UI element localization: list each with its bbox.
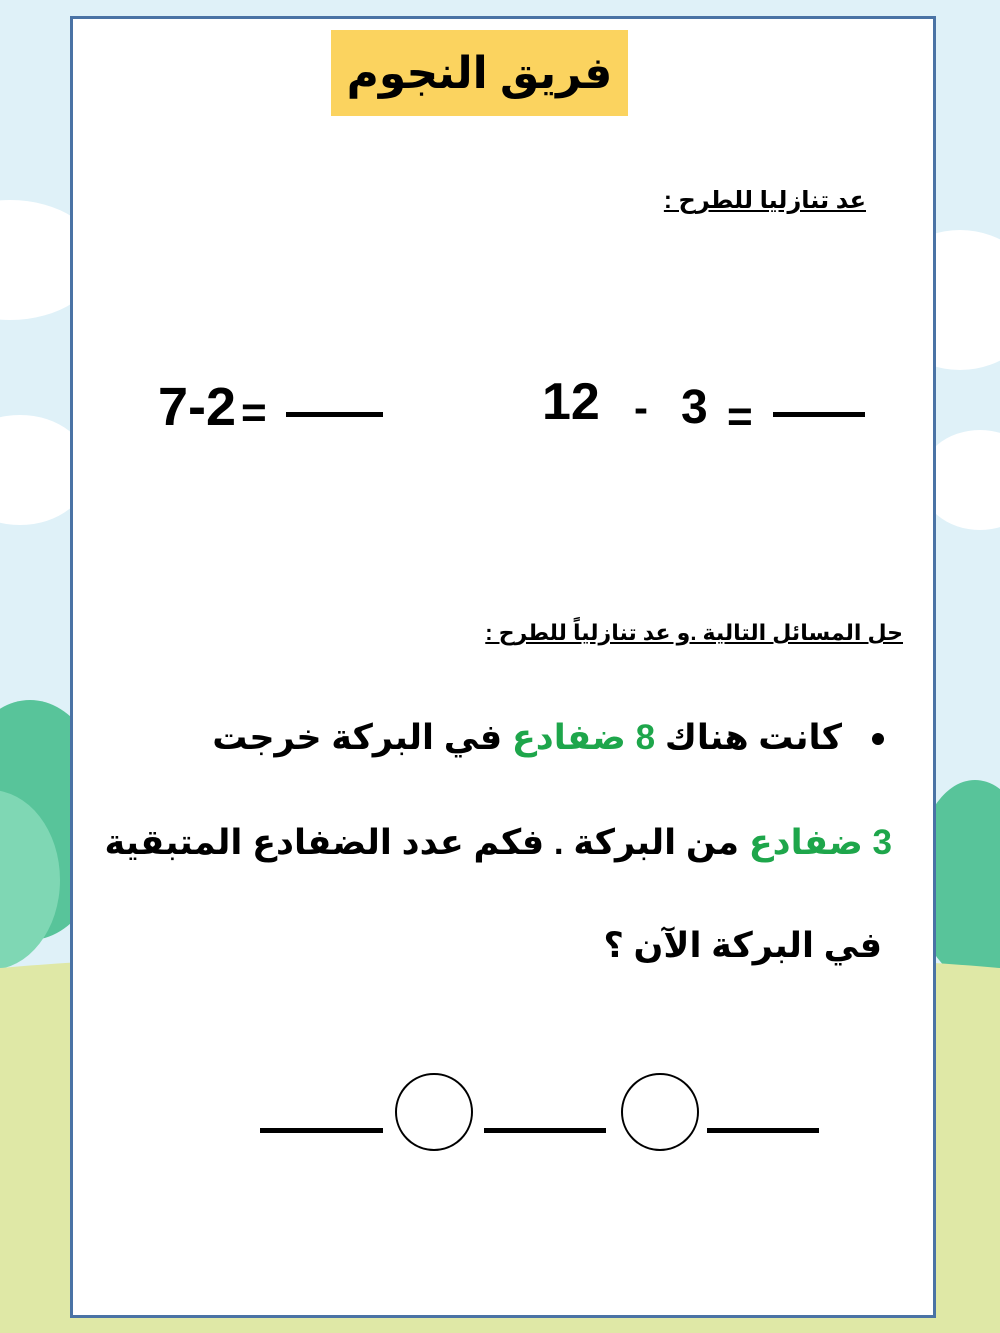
answer-blank-left[interactable] — [286, 412, 383, 417]
answer-blank-1[interactable] — [260, 1128, 383, 1133]
section2-heading: حل المسائل التالية .و عد تنازلياً للطرح : — [485, 620, 903, 645]
answer-blank-right[interactable] — [773, 412, 865, 417]
problem-text: في البركة خرجت — [212, 718, 503, 757]
bullet-point — [872, 733, 884, 745]
equation-right-minus: - — [634, 384, 648, 431]
problem-text: كانت هناك — [664, 718, 842, 757]
problem-line-3: في البركة الآن ؟ — [603, 926, 882, 965]
problem-line-1 — [212, 718, 842, 758]
section1-heading: عد تنازليا للطرح : — [663, 187, 866, 214]
operator-circle-2[interactable] — [621, 1073, 699, 1151]
answer-blank-2[interactable] — [484, 1128, 606, 1133]
problem-number: 8 — [635, 718, 656, 757]
problem-number: 3 — [872, 823, 892, 862]
equation-left-expr: 7-2 — [158, 377, 237, 437]
page-title: فريق النجوم — [346, 48, 613, 98]
problem-text: من البركة . فكم عدد الضفادع المتبقية — [104, 823, 740, 862]
equation-right-a: 12 — [542, 373, 600, 431]
equation-right-equals: = — [727, 392, 753, 441]
operator-circle-1[interactable] — [395, 1073, 473, 1151]
equation-left-equals: = — [241, 388, 267, 437]
problem-highlight: ضفادع — [511, 718, 626, 757]
problem-line-2 — [105, 823, 893, 863]
equation-right-b: 3 — [681, 381, 708, 434]
problem-highlight: ضفادع — [748, 823, 863, 862]
answer-blank-3[interactable] — [707, 1128, 819, 1133]
title-box — [331, 30, 628, 116]
